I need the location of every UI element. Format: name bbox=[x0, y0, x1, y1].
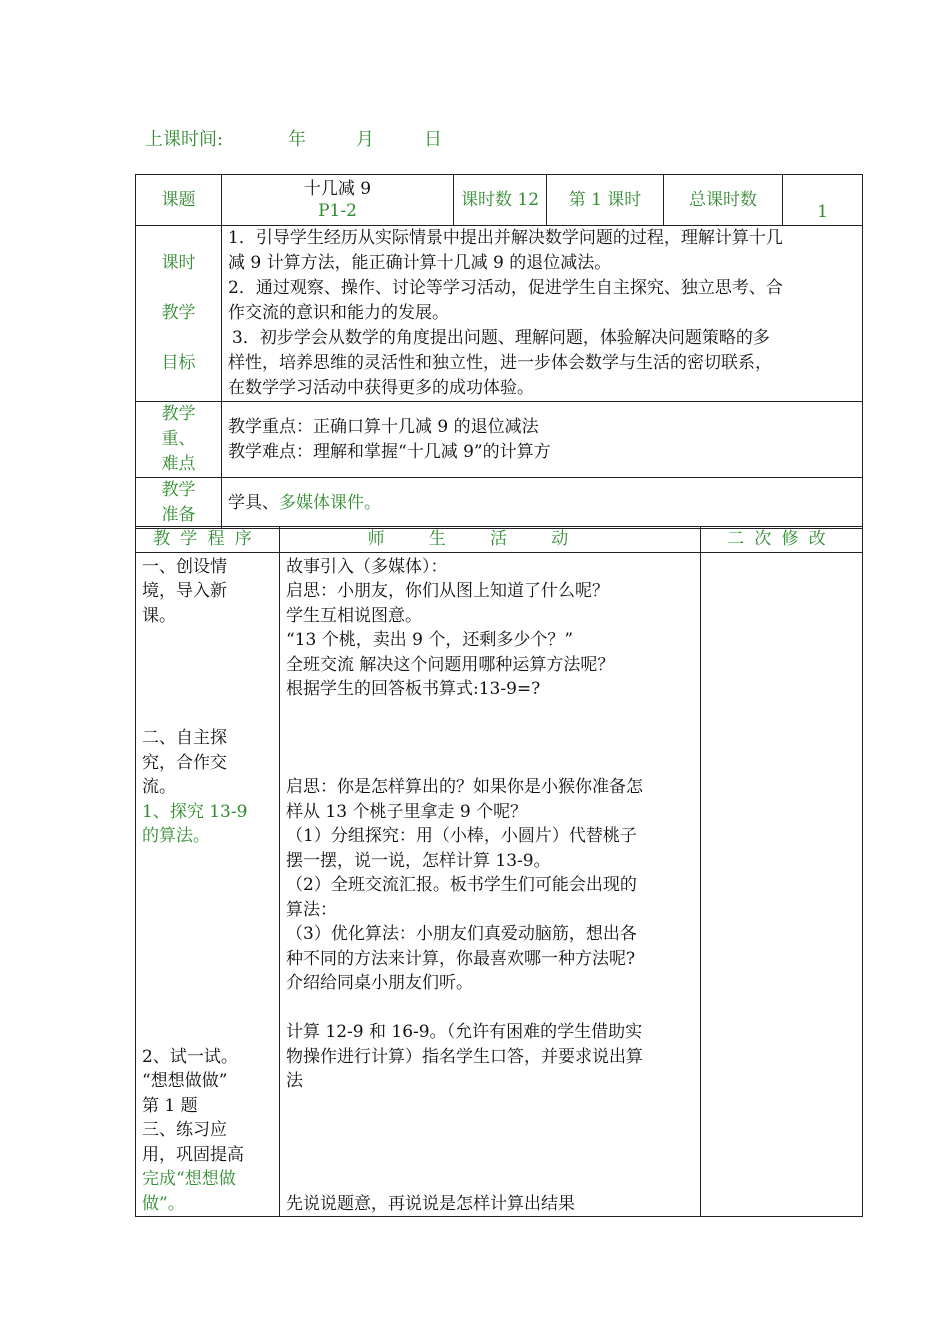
activity-line: 物操作进行计算）指名学生口答，并要求说出算 bbox=[286, 1046, 643, 1067]
activity-column bbox=[280, 552, 701, 1217]
prep-label-line: 准备 bbox=[161, 505, 196, 525]
objective-line: 在数学学习活动中获得更多的成功体验。 bbox=[228, 378, 534, 398]
objectives-label-line: 课时 bbox=[161, 253, 196, 273]
activity-line: 摆一摆，说一说，怎样计算 13-9。 bbox=[286, 850, 551, 871]
procedure-column bbox=[136, 552, 280, 1217]
objectives-label-line: 目标 bbox=[161, 353, 196, 373]
activity-line bbox=[286, 726, 694, 751]
activity-line bbox=[286, 702, 694, 727]
procedure-line bbox=[142, 898, 273, 923]
activity-line bbox=[286, 1118, 694, 1143]
topic-title: 十几减 9 bbox=[303, 179, 372, 199]
procedure-header: 教学程序 bbox=[136, 527, 280, 553]
procedure-line bbox=[142, 996, 273, 1021]
procedure-line: 二、自主探 bbox=[142, 728, 227, 748]
activity-line bbox=[286, 996, 694, 1021]
procedure-line: 的算法。 bbox=[142, 826, 210, 846]
prep-content bbox=[222, 478, 863, 529]
total-hours-value: 1 bbox=[783, 175, 863, 226]
objective-line: 2．通过观察、操作、讨论等学习活动，促进学生自主探究、独立思考、合 bbox=[228, 278, 783, 298]
procedure-line bbox=[142, 922, 273, 947]
activity-line: 学生互相说图意。 bbox=[286, 605, 422, 626]
procedure-line: “想想做做” bbox=[142, 1071, 228, 1091]
prep-label-line: 教学 bbox=[161, 480, 196, 500]
procedure-line bbox=[142, 873, 273, 898]
procedure-line: 流。 bbox=[142, 777, 176, 797]
lower-content-row bbox=[136, 552, 863, 1217]
key-point-line: 教学重点：正确口算十几减 9 的退位减法 bbox=[228, 416, 539, 437]
keypoints-row bbox=[136, 402, 863, 478]
procedure-line bbox=[142, 628, 273, 653]
prep-label bbox=[136, 478, 222, 529]
activity-line: 先说说题意，再说说是怎样计算出结果 bbox=[286, 1193, 575, 1214]
activity-line bbox=[286, 1143, 694, 1168]
activity-line: 算法： bbox=[286, 899, 337, 920]
activity-line: 根据学生的回答板书算式:13-9=? bbox=[286, 679, 541, 699]
activity-line: 法 bbox=[286, 1071, 303, 1091]
lower-header-row bbox=[136, 527, 863, 553]
keypoints-content bbox=[222, 402, 863, 478]
topic-cell bbox=[222, 175, 454, 226]
objectives-content bbox=[222, 226, 863, 402]
topic-pages: P1-2 bbox=[318, 201, 357, 221]
year-label: 年 bbox=[288, 129, 306, 150]
difficult-point-line: 教学难点：理解和掌握“十几减 9”的计算方 bbox=[228, 441, 551, 462]
procedure-line bbox=[142, 1020, 273, 1045]
activity-line: 样从 13 个桃子里拿走 9 个呢？ bbox=[286, 801, 528, 822]
objectives-label bbox=[136, 226, 222, 402]
month-label: 月 bbox=[356, 129, 374, 150]
objective-line: 样性，培养思维的灵活性和独立性，进一步体会数学与生活的密切联系， bbox=[228, 353, 772, 373]
procedure-line: 用，巩固提高 bbox=[142, 1144, 244, 1165]
procedure-line: 一、创设情 bbox=[142, 556, 227, 577]
objective-line: 1．引导学生经历从实际情景中提出并解决数学问题的过程，理解计算十几 bbox=[228, 228, 783, 248]
procedure-line: 第 1 题 bbox=[142, 1095, 198, 1116]
lesson-plan-lower-table bbox=[135, 526, 863, 1217]
keypoints-label-line: 难点 bbox=[161, 454, 196, 474]
procedure-line: 1、探究 13-9 bbox=[142, 801, 248, 822]
procedure-line bbox=[142, 971, 273, 996]
objective-line: 作交流的意识和能力的发展。 bbox=[228, 303, 449, 323]
activity-line: “13 个桃，卖出 9 个，还剩多少个？” bbox=[286, 630, 574, 650]
activity-line bbox=[286, 1167, 694, 1192]
procedure-line bbox=[142, 947, 273, 972]
procedure-line: 三、练习应 bbox=[142, 1120, 227, 1140]
procedure-line: 境，导入新 bbox=[142, 581, 227, 601]
procedure-line: 课。 bbox=[142, 605, 176, 626]
activity-line: 介绍给同桌小朋友们听。 bbox=[286, 973, 473, 993]
topic-row bbox=[136, 175, 863, 226]
period-label: 第 1 课时 bbox=[547, 175, 664, 226]
objective-line: 减 9 计算方法，能正确计算十几减 9 的退位减法。 bbox=[228, 253, 612, 273]
keypoints-label-line: 教学 bbox=[161, 404, 196, 424]
objectives-label-line: 教学 bbox=[161, 303, 196, 323]
day-label: 日 bbox=[424, 129, 442, 150]
total-hours-label: 总课时数 bbox=[664, 175, 783, 226]
lesson-plan-upper-table bbox=[135, 174, 863, 529]
revision-column bbox=[701, 552, 863, 1217]
prep-prefix: 学具、 bbox=[228, 492, 279, 513]
hours-label: 课时数 12 bbox=[454, 175, 547, 226]
procedure-line: 做”。 bbox=[142, 1193, 185, 1214]
procedure-line: 2、试一试。 bbox=[142, 1046, 238, 1067]
revision-header: 二次修改 bbox=[701, 527, 863, 553]
procedure-line bbox=[142, 849, 273, 874]
activity-line bbox=[286, 1094, 694, 1119]
activity-line: 种不同的方法来计算，你最喜欢哪一种方法呢? bbox=[286, 948, 636, 969]
activity-line: 故事引入（多媒体）： bbox=[286, 556, 448, 577]
activity-header: 师生活动 bbox=[280, 527, 701, 553]
activity-line: 启思：小朋友，你们从图上知道了什么呢？ bbox=[286, 581, 609, 601]
topic-label: 课题 bbox=[136, 175, 222, 226]
procedure-line: 究，合作交 bbox=[142, 752, 227, 773]
procedure-line bbox=[142, 677, 273, 702]
keypoints-label-line: 重、 bbox=[161, 429, 196, 449]
activity-line: 启思：你是怎样算出的？如果你是小猴你准备怎 bbox=[286, 777, 643, 797]
procedure-line bbox=[142, 702, 273, 727]
activity-line: （2）全班交流汇报。板书学生们可能会出现的 bbox=[286, 875, 637, 895]
activity-line: （3）优化算法：小朋友们真爱动脑筋，想出各 bbox=[286, 924, 637, 944]
prep-rest: 多媒体课件。 bbox=[279, 492, 381, 513]
activity-line: 全班交流 解决这个问题用哪种运算方法呢？ bbox=[286, 654, 615, 675]
procedure-line: 完成“想想做 bbox=[142, 1169, 236, 1189]
prep-row bbox=[136, 478, 863, 529]
activity-line bbox=[286, 751, 694, 776]
activity-line: （1）分组探究：用（小棒，小圆片）代替桃子 bbox=[286, 826, 637, 846]
objective-line: 3．初步学会从数学的角度提出问题、理解问题，体验解决问题策略的多 bbox=[232, 328, 770, 348]
keypoints-label bbox=[136, 402, 222, 478]
procedure-line bbox=[142, 653, 273, 678]
class-time-label: 上课时间: bbox=[145, 129, 224, 150]
activity-line: 计算 12-9 和 16-9。（允许有困难的学生借助实 bbox=[286, 1022, 643, 1042]
objectives-row bbox=[136, 226, 863, 402]
